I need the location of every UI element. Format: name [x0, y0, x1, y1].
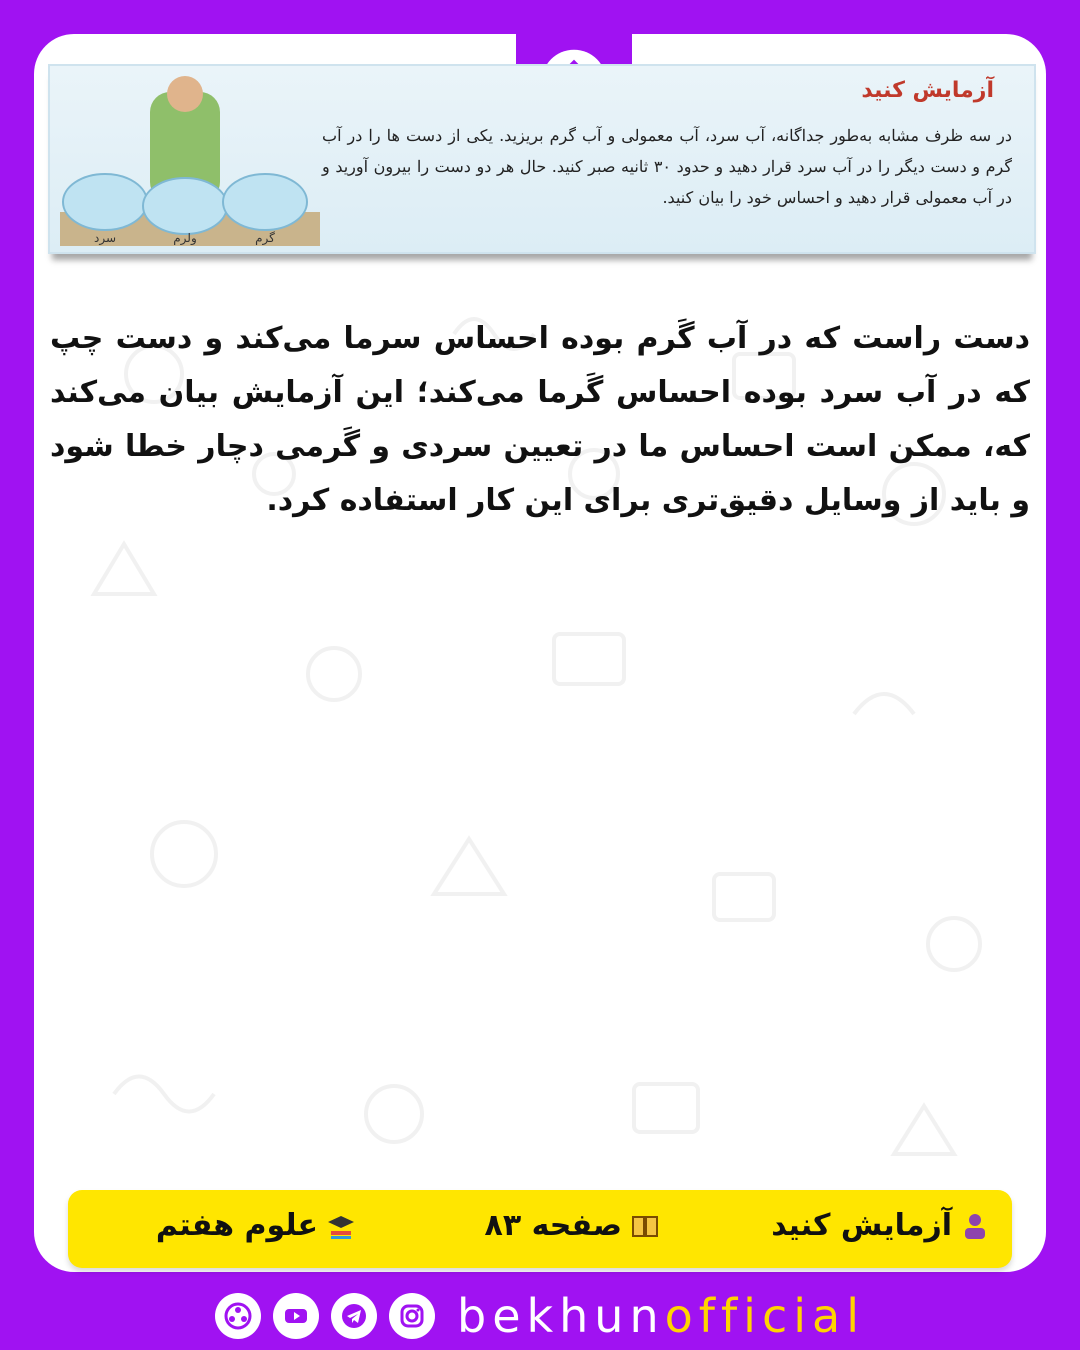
- book-instructions-text: در سه ظرف مشابه به‌طور جداگانه، آب سرد، آب معمولی و آب گرم بریزید. یکی از دست ها را در آب گرم و دست دیگر را در آب سرد قرار دهید و حدود ۳۰ ثانیه صبر کنید. حال هر دو دست را بیرون آورید و در آب معمولی قرار دهید و احساس خود را بیان کنید.: [322, 126, 1013, 207]
- footer-subject-label: علوم هفتم: [155, 1208, 318, 1243]
- book-icon: [630, 1211, 660, 1241]
- bowl-label-lukewarm: ولرم: [173, 231, 197, 245]
- footer-subject: [156, 1208, 356, 1243]
- social-branding-bar: [0, 1282, 1080, 1350]
- film-reel-link[interactable]: [215, 1293, 261, 1339]
- info-footer-bar: [68, 1190, 1012, 1268]
- footer-page-label: صفحه ۸۳: [484, 1208, 622, 1243]
- telegram-link[interactable]: [331, 1293, 377, 1339]
- brand-name: [457, 1289, 865, 1343]
- film-reel-icon: [224, 1302, 252, 1330]
- graduation-cap-icon: [326, 1211, 356, 1241]
- bowl-label-warm: گرم: [255, 231, 275, 245]
- instagram-link[interactable]: [389, 1293, 435, 1339]
- textbook-excerpt: [48, 64, 1036, 254]
- answer-text: دست راست که در آب گَرم بوده احساس سرما می‌کند و دست چپ که در آب سرد بوده احساس گَرما می‌کند؛ این آزمایش بیان می‌کند که، ممکن است احساس ما در تعیین سردی و گَرمی دچار خطا شود و باید از وسایل دقیق‌تری برای این کار استفاده کرد.: [50, 321, 1030, 518]
- bowl-label-cold: سرد: [93, 231, 117, 245]
- experiment-illustration: [60, 72, 320, 246]
- brand-name-part2: official: [664, 1289, 865, 1343]
- book-section-title: آزمایش کنید: [861, 78, 994, 103]
- instagram-icon: [398, 1302, 426, 1330]
- brand-name-part1: bekhun: [457, 1289, 665, 1343]
- person-icon: [960, 1211, 990, 1241]
- youtube-icon: [282, 1302, 310, 1330]
- footer-topic: [771, 1208, 990, 1243]
- youtube-link[interactable]: [273, 1293, 319, 1339]
- footer-topic-label: آزمایش کنید: [771, 1208, 952, 1243]
- telegram-icon: [340, 1302, 368, 1330]
- footer-page: [485, 1208, 660, 1243]
